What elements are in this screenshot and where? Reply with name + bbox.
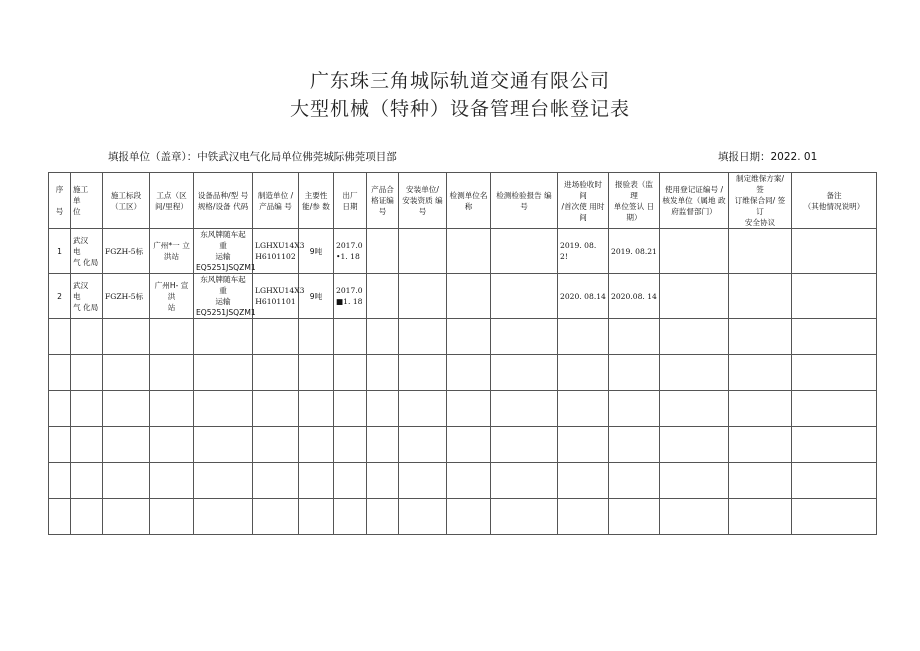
cell-maint: [729, 355, 792, 391]
cell-test-unit: [447, 355, 491, 391]
cell-maker: [253, 499, 299, 535]
cell-cert: [367, 499, 399, 535]
cell-model: [194, 391, 253, 427]
cell-section: [103, 355, 150, 391]
cell-section: [103, 499, 150, 535]
cell-cert: [367, 274, 399, 319]
cell-reg-cert: [660, 355, 729, 391]
cell-cert: [367, 229, 399, 274]
cell-test-report: [491, 463, 558, 499]
column-header: 安装单位/ 安装资质 编 号: [399, 173, 447, 229]
cell-inspect: [609, 463, 660, 499]
cell-maker: LGHXU14X3 H6101101: [253, 274, 299, 319]
document-title-form: 大型机械（特种）设备管理台帐登记表: [289, 98, 630, 120]
cell-maker: [253, 391, 299, 427]
cell-maint: [729, 391, 792, 427]
cell-maker: [253, 427, 299, 463]
column-header: 出厂 日期: [334, 173, 367, 229]
cell-entry-time: [558, 499, 609, 535]
cell-perf: [299, 319, 334, 355]
table-row: [49, 229, 877, 274]
cell-test-unit: [447, 499, 491, 535]
cell-cert: [367, 463, 399, 499]
cell-unit: 武汉 电 气 化局: [71, 229, 103, 274]
cell-test-report: [491, 274, 558, 319]
cell-install: [399, 427, 447, 463]
cell-model: [194, 463, 253, 499]
cell-site: [150, 391, 194, 427]
cell-section: [103, 427, 150, 463]
cell-no: [49, 355, 71, 391]
cell-cert: [367, 319, 399, 355]
header-row: [49, 173, 877, 229]
cell-site: [150, 355, 194, 391]
cell-no: [49, 427, 71, 463]
column-header: 检测检验报告 编 号: [491, 173, 558, 229]
cell-test-report: [491, 355, 558, 391]
cell-no: [49, 391, 71, 427]
column-header: 施工标段 （工区）: [103, 173, 150, 229]
cell-test-unit: [447, 391, 491, 427]
cell-site: 广州H- 宣洪 站: [150, 274, 194, 319]
cell-cert: [367, 355, 399, 391]
cell-entry-time: [558, 319, 609, 355]
cell-no: [49, 463, 71, 499]
cell-reg-cert: [660, 319, 729, 355]
cell-maint: [729, 427, 792, 463]
empty-table-row: [49, 355, 877, 391]
cell-site: [150, 319, 194, 355]
cell-entry-time: [558, 355, 609, 391]
cell-install: [399, 319, 447, 355]
cell-site: [150, 427, 194, 463]
cell-perf: [299, 463, 334, 499]
cell-entry-time: [558, 427, 609, 463]
cell-maker: LGHXU14X3 H6101102: [253, 229, 299, 274]
cell-no: 1: [49, 229, 71, 274]
cell-model: [194, 319, 253, 355]
cell-entry-time: [558, 391, 609, 427]
cell-install: [399, 391, 447, 427]
cell-remark: [792, 355, 877, 391]
cell-prod-date: 2017.0 •1. 18: [334, 229, 367, 274]
cell-model: [194, 499, 253, 535]
cell-cert: [367, 427, 399, 463]
cell-install: [399, 499, 447, 535]
cell-section: FGZH-5标: [103, 229, 150, 274]
cell-maint: [729, 319, 792, 355]
cell-test-unit: [447, 463, 491, 499]
cell-unit: [71, 427, 103, 463]
cell-prod-date: [334, 319, 367, 355]
cell-remark: [792, 319, 877, 355]
cell-remark: [792, 427, 877, 463]
cell-model: 东风牌随车起 重 运输 EQ5251JSQZM1: [194, 229, 253, 274]
cell-no: [49, 499, 71, 535]
column-header: 序 号: [49, 173, 71, 229]
cell-install: [399, 274, 447, 319]
cell-model: [194, 355, 253, 391]
column-header: 备注 （其他情况说明）: [792, 173, 877, 229]
cell-remark: [792, 391, 877, 427]
document-title-company: 广东珠三角城际轨道交通有限公司: [309, 70, 610, 92]
cell-perf: 9吨: [299, 229, 334, 274]
cell-test-unit: [447, 319, 491, 355]
cell-model: [194, 427, 253, 463]
cell-test-report: [491, 319, 558, 355]
column-header: 设备品种/型 号 规格/设备 代码: [194, 173, 253, 229]
cell-unit: [71, 499, 103, 535]
cell-test-report: [491, 499, 558, 535]
cell-unit: 武汉 电 气 化局: [71, 274, 103, 319]
ledger-body: [49, 229, 877, 535]
fill-unit-label: 填报单位（盖章）：中铁武汉电气化局单位佛莞城际佛莞项目部: [108, 151, 397, 163]
cell-unit: [71, 355, 103, 391]
empty-table-row: [49, 319, 877, 355]
cell-maint: [729, 229, 792, 274]
cell-prod-date: [334, 463, 367, 499]
column-header: 施工 单 位: [71, 173, 103, 229]
cell-prod-date: [334, 355, 367, 391]
table-row: [49, 274, 877, 319]
empty-table-row: [49, 499, 877, 535]
cell-reg-cert: [660, 499, 729, 535]
fill-date-label: 填报日期：2022. 01: [718, 151, 818, 163]
cell-model: 东风牌随车起 重 运输 EQ5251JSQZM1: [194, 274, 253, 319]
cell-no: [49, 319, 71, 355]
cell-entry-time: [558, 463, 609, 499]
cell-inspect: 2019. 08.21: [609, 229, 660, 274]
cell-prod-date: [334, 499, 367, 535]
cell-prod-date: [334, 391, 367, 427]
cell-unit: [71, 391, 103, 427]
cell-test-report: [491, 229, 558, 274]
cell-reg-cert: [660, 463, 729, 499]
column-header: 使用登记证编号 / 核发单位（属地 政 府监督部门）: [660, 173, 729, 229]
cell-maker: [253, 463, 299, 499]
cell-install: [399, 229, 447, 274]
cell-test-report: [491, 427, 558, 463]
cell-remark: [792, 463, 877, 499]
cell-inspect: [609, 427, 660, 463]
cell-reg-cert: [660, 391, 729, 427]
cell-section: FGZH-5标: [103, 274, 150, 319]
cell-unit: [71, 319, 103, 355]
cell-inspect: [609, 355, 660, 391]
cell-no: 2: [49, 274, 71, 319]
cell-test-report: [491, 391, 558, 427]
cell-perf: [299, 355, 334, 391]
column-header: 制造单位 / 产品编 号: [253, 173, 299, 229]
cell-entry-time: 2019. 08. 2!: [558, 229, 609, 274]
cell-perf: [299, 391, 334, 427]
cell-unit: [71, 463, 103, 499]
cell-test-unit: [447, 229, 491, 274]
cell-site: [150, 499, 194, 535]
cell-inspect: 2020.08. 14: [609, 274, 660, 319]
cell-perf: [299, 427, 334, 463]
cell-reg-cert: [660, 427, 729, 463]
empty-table-row: [49, 391, 877, 427]
cell-section: [103, 391, 150, 427]
column-header: 检测单位名 称: [447, 173, 491, 229]
cell-remark: [792, 274, 877, 319]
column-header: 制定维保方案/ 签 订维保合同/ 签订 安全协议: [729, 173, 792, 229]
cell-test-unit: [447, 274, 491, 319]
cell-maker: [253, 319, 299, 355]
column-header: 进场验收时 间 /首次使 用时 间: [558, 173, 609, 229]
cell-maint: [729, 499, 792, 535]
cell-inspect: [609, 391, 660, 427]
cell-cert: [367, 391, 399, 427]
column-header: 主要性 能/参 数: [299, 173, 334, 229]
cell-site: 广州*一 立 洪站: [150, 229, 194, 274]
column-header: 报验表（监 理 单位签认 日 期）: [609, 173, 660, 229]
cell-prod-date: 2017.0 ■1. 18: [334, 274, 367, 319]
cell-section: [103, 319, 150, 355]
column-header: 产品合 格证编 号: [367, 173, 399, 229]
cell-entry-time: 2020. 08.14: [558, 274, 609, 319]
cell-maint: [729, 463, 792, 499]
cell-maint: [729, 274, 792, 319]
empty-table-row: [49, 463, 877, 499]
cell-perf: [299, 499, 334, 535]
cell-prod-date: [334, 427, 367, 463]
empty-table-row: [49, 427, 877, 463]
cell-remark: [792, 499, 877, 535]
cell-site: [150, 463, 194, 499]
equipment-ledger-table: [48, 172, 877, 535]
cell-install: [399, 463, 447, 499]
cell-reg-cert: [660, 274, 729, 319]
cell-perf: 9吨: [299, 274, 334, 319]
cell-inspect: [609, 319, 660, 355]
column-header: 工点（区 间/里程）: [150, 173, 194, 229]
cell-maker: [253, 355, 299, 391]
cell-install: [399, 355, 447, 391]
cell-section: [103, 463, 150, 499]
cell-remark: [792, 229, 877, 274]
cell-reg-cert: [660, 229, 729, 274]
cell-test-unit: [447, 427, 491, 463]
cell-inspect: [609, 499, 660, 535]
